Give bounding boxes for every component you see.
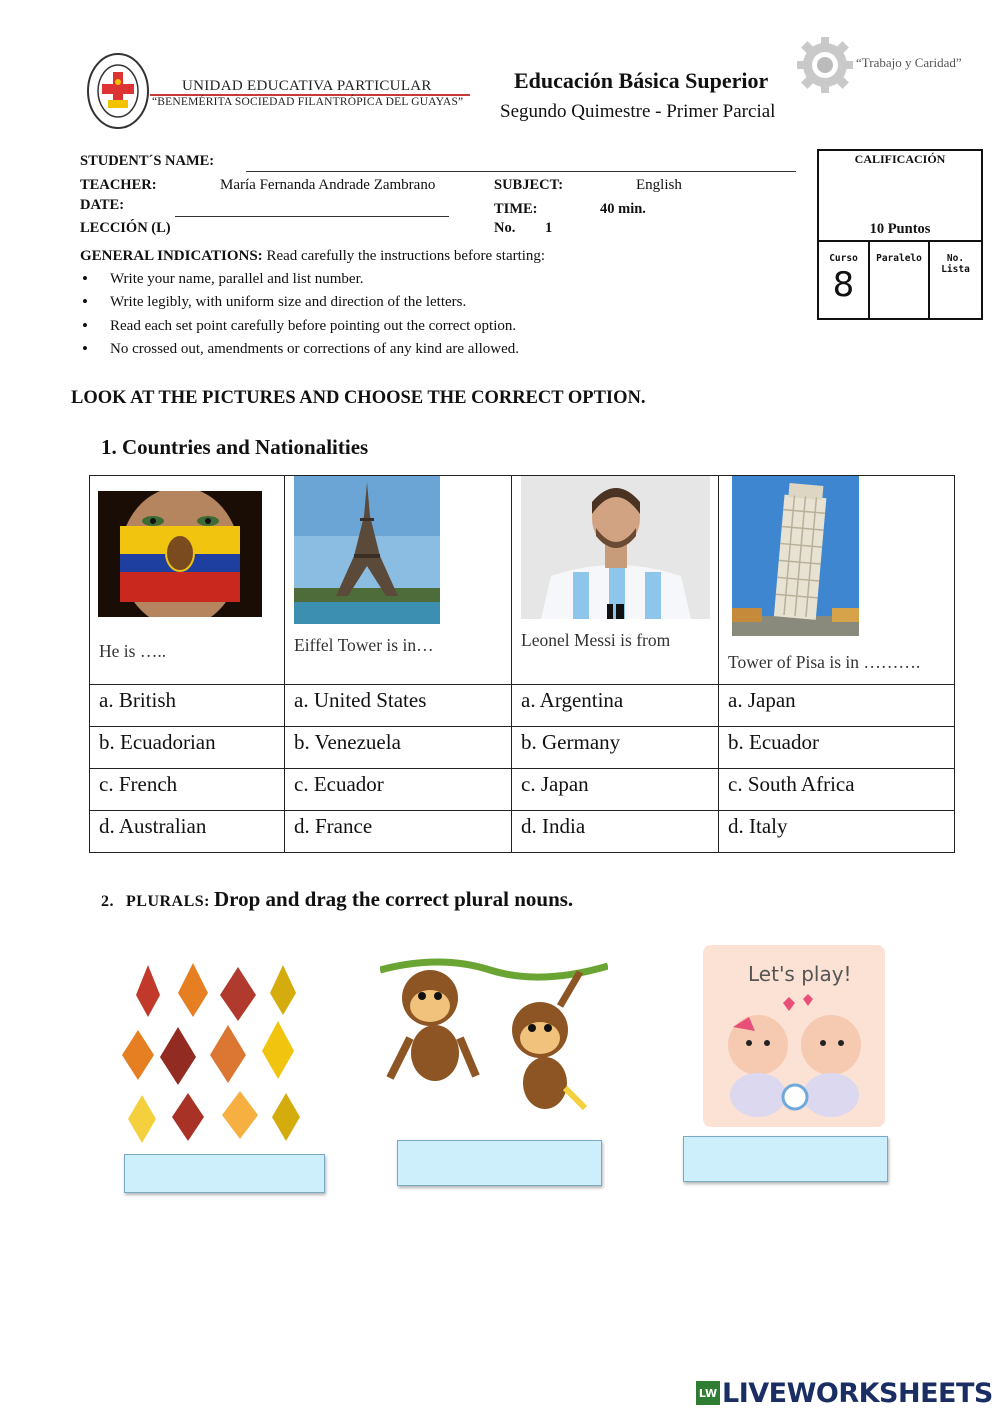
curso-value: 8 (832, 265, 855, 305)
liveworksheets-brand: LIVEWORKSHEETS (722, 1377, 993, 1409)
question-cell-3 (512, 476, 719, 685)
number-value: 1 (545, 220, 553, 236)
curso-label: Curso (829, 253, 858, 264)
babies-caption: Let's play! (748, 962, 852, 986)
date-field[interactable] (175, 216, 449, 217)
section2-number: 2. (101, 893, 114, 910)
liveworksheets-logo (696, 1376, 993, 1410)
indication-item: • Write your name, parallel and list number. (80, 271, 519, 294)
grade-points: 10 Puntos (869, 221, 931, 237)
teacher-value: María Fernanda Andrade Zambrano (220, 177, 436, 193)
gear-logo-icon (794, 34, 856, 96)
babies-image (703, 945, 885, 1127)
question-2-prompt: Eiffel Tower is in… (294, 635, 434, 655)
option-1b[interactable]: b. Ecuadorian (90, 727, 285, 769)
option-1d[interactable]: d. Australian (90, 811, 285, 853)
lista-label: No. Lista (941, 253, 970, 275)
plural-drop-box-babies[interactable] (683, 1136, 888, 1182)
indications-intro: Read carefully the instructions before starting: (266, 248, 546, 264)
option-2c[interactable]: c. Ecuador (285, 769, 512, 811)
two-monkeys-image (380, 958, 608, 1123)
time-value: 40 min. (600, 201, 646, 217)
number-label: No. (494, 220, 516, 236)
question-4-prompt: Tower of Pisa is in ………. (728, 652, 921, 672)
leccion-label: LECCIÓN (L) (80, 220, 171, 236)
eiffel-tower-image (294, 476, 440, 624)
subject-label: SUBJECT: (494, 177, 564, 193)
nationality-quiz-table (89, 475, 955, 853)
institution-name: UNIDAD EDUCATIVA PARTICULAR (182, 78, 432, 94)
question-cell-2 (285, 476, 512, 685)
page-subtitle: Segundo Quimestre - Primer Parcial (500, 101, 776, 122)
indication-item: • Read each set point carefully before pointing out the correct option. (80, 318, 519, 341)
option-3b[interactable]: b. Germany (512, 727, 719, 769)
option-1a[interactable]: a. British (90, 685, 285, 727)
question-3-prompt: Leonel Messi is from (521, 630, 671, 650)
curso-cell (819, 240, 870, 318)
plural-drop-box-leaves[interactable] (124, 1154, 325, 1193)
grade-box (817, 149, 983, 320)
date-label: DATE: (80, 197, 125, 213)
option-4d[interactable]: d. Italy (719, 811, 955, 853)
section2-label: PLURALS: (126, 893, 211, 910)
option-1c[interactable]: c. French (90, 769, 285, 811)
lista-cell[interactable] (930, 240, 981, 318)
page-title: Educación Básica Superior (514, 68, 769, 93)
student-name-field[interactable] (246, 171, 796, 172)
teacher-label: TEACHER: (80, 177, 157, 193)
option-2d[interactable]: d. France (285, 811, 512, 853)
autumn-leaves-image (118, 955, 308, 1145)
option-2a[interactable]: a. United States (285, 685, 512, 727)
option-2b[interactable]: b. Venezuela (285, 727, 512, 769)
indications-list (80, 271, 519, 364)
school-logo (86, 52, 150, 130)
plural-drop-box-monkeys[interactable] (397, 1140, 602, 1186)
question-1-prompt: He is ….. (99, 641, 167, 661)
time-label: TIME: (494, 201, 538, 217)
option-3c[interactable]: c. Japan (512, 769, 719, 811)
section2-title (101, 887, 573, 912)
indication-item: • Write legibly, with uniform size and direction of the letters. (80, 294, 519, 317)
option-4c[interactable]: c. South Africa (719, 769, 955, 811)
paralelo-label: Paralelo (876, 253, 922, 264)
section1-title: 1. Countries and Nationalities (101, 435, 369, 459)
indications-title: GENERAL INDICATIONS: (80, 248, 263, 264)
paralelo-cell[interactable] (870, 240, 930, 318)
option-3d[interactable]: d. India (512, 811, 719, 853)
question-cell-4 (719, 476, 955, 685)
messi-argentina-image (521, 476, 710, 619)
student-name-label: STUDENT´S NAME: (80, 153, 215, 169)
lw-badge: LW (696, 1381, 720, 1405)
indications-heading (80, 248, 545, 265)
section2-instruction: Drop and drag the correct plural nouns. (214, 887, 574, 911)
institution-subname: “BENEMÉRITA SOCIEDAD FILANTRÓPICA DEL GUAYAS” (152, 96, 464, 108)
school-motto: “Trabajo y Caridad” (856, 55, 962, 70)
grade-title: CALIFICACIÓN (854, 152, 946, 166)
option-4a[interactable]: a. Japan (719, 685, 955, 727)
option-4b[interactable]: b. Ecuador (719, 727, 955, 769)
ecuador-face-paint-image (98, 491, 262, 617)
leaning-tower-pisa-image (732, 476, 859, 636)
main-instruction: LOOK AT THE PICTURES AND CHOOSE THE CORRECT OPTION. (71, 388, 646, 408)
question-cell-1 (90, 476, 285, 685)
option-3a[interactable]: a. Argentina (512, 685, 719, 727)
subject-value: English (636, 177, 682, 193)
indication-item: • No crossed out, amendments or corrections of any kind are allowed. (80, 341, 519, 364)
